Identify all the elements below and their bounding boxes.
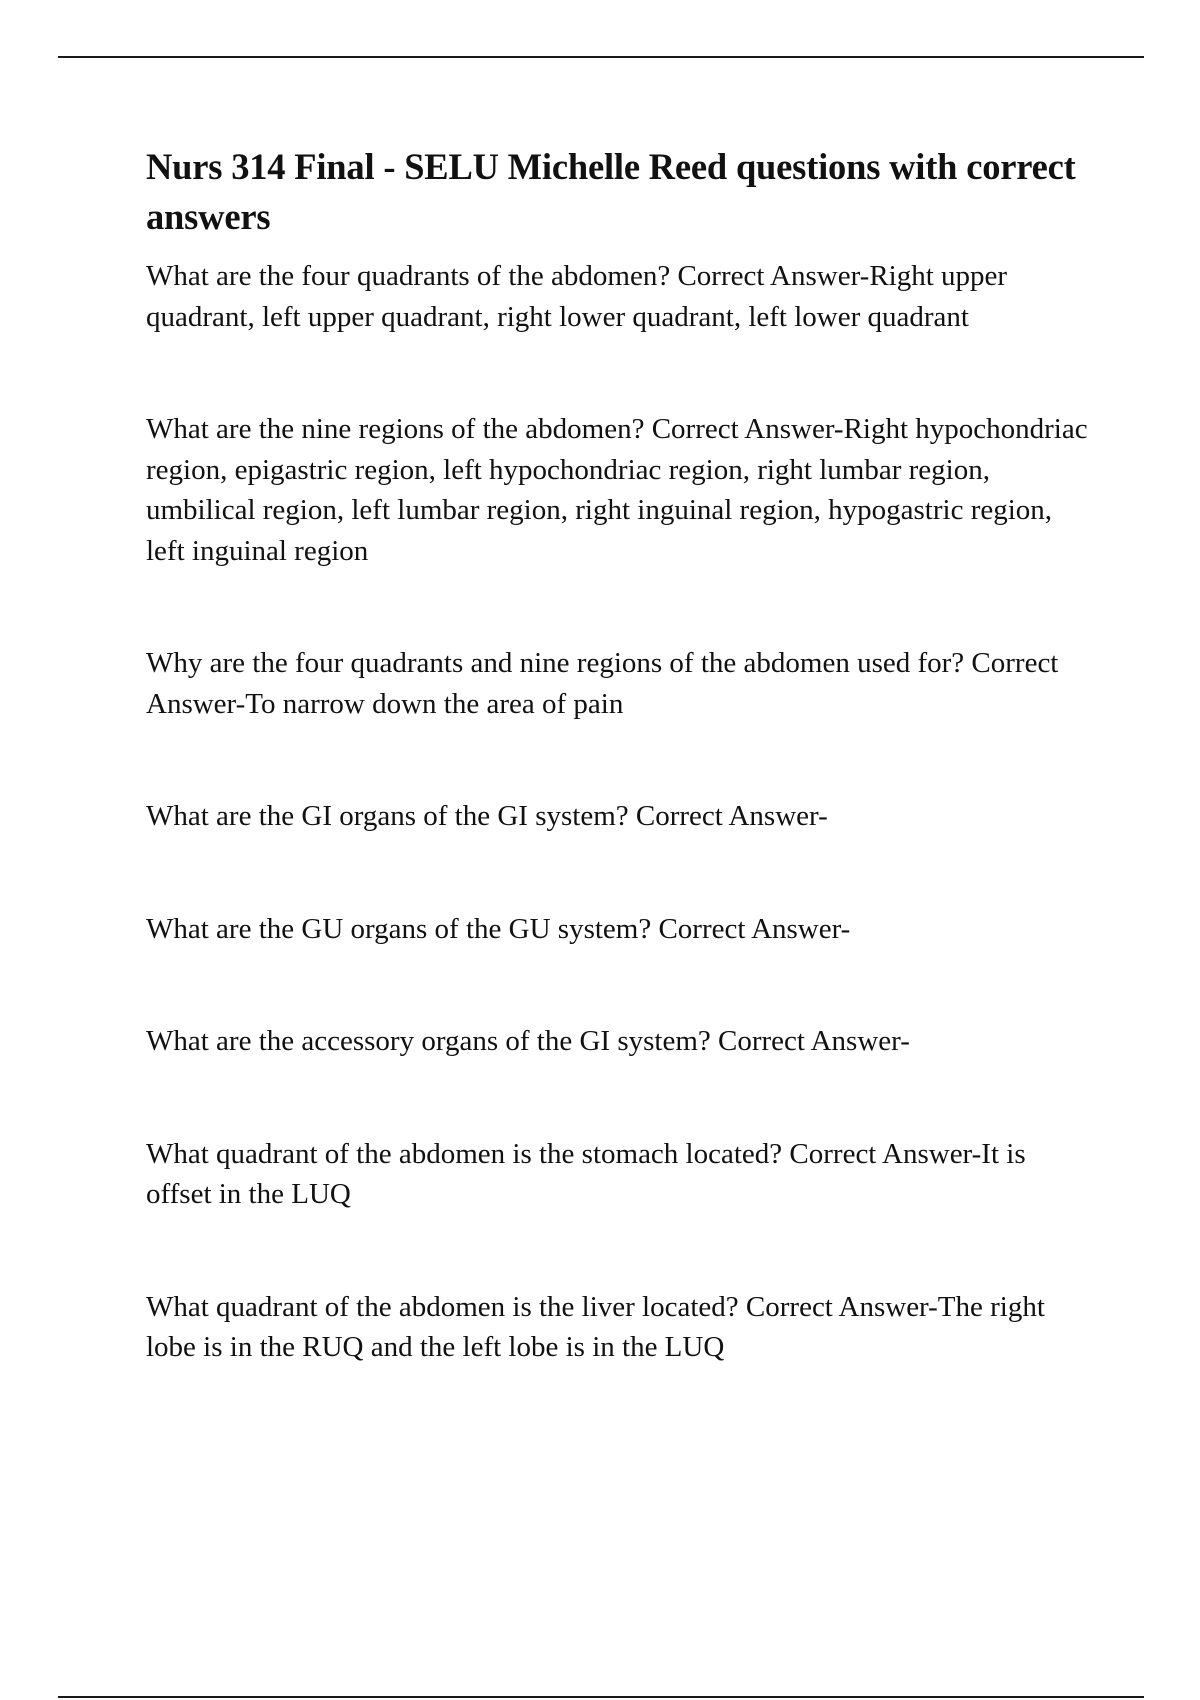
qa-entry-4: What are the GI organs of the GI system? Correct Answer- — [146, 800, 828, 832]
qa-entry-3: Why are the four quadrants and nine regions of the abdomen used for? Correct Answer-To narrow down the area of pain — [146, 647, 1059, 720]
top-rule — [58, 56, 1144, 58]
document-title: Nurs 314 Final - SELU Michelle Reed questions with correct answers — [146, 146, 1076, 237]
qa-entry-1: What are the four quadrants of the abdomen? Correct Answer-Right upper quadrant, left upper quadrant, right lower quadrant, left lower quadrant — [146, 260, 1008, 333]
document-body — [146, 142, 1096, 1368]
qa-entry-5: What are the GU organs of the GU system? Correct Answer- — [146, 912, 851, 945]
qa-list — [146, 256, 1096, 1368]
bottom-rule — [58, 1696, 1144, 1698]
qa-entry-7: What quadrant of the abdomen is the stomach located? Correct Answer-It is offset in the LUQ — [146, 1137, 1026, 1210]
qa-entry-8: What quadrant of the abdomen is the liver located? Correct Answer-The right lobe is in the RUQ and the left lobe is in the LUQ — [146, 1290, 1045, 1363]
qa-entry-6: What are the accessory organs of the GI system? Correct Answer- — [146, 1025, 910, 1057]
qa-entry-2: What are the nine regions of the abdomen? Correct Answer-Right hypochondriac region, epigastric region, left hypochondriac region, right lumbar region, umbilical region, left lumbar region, right inguinal region, hypogastric region, left inguinal region — [146, 413, 1088, 567]
